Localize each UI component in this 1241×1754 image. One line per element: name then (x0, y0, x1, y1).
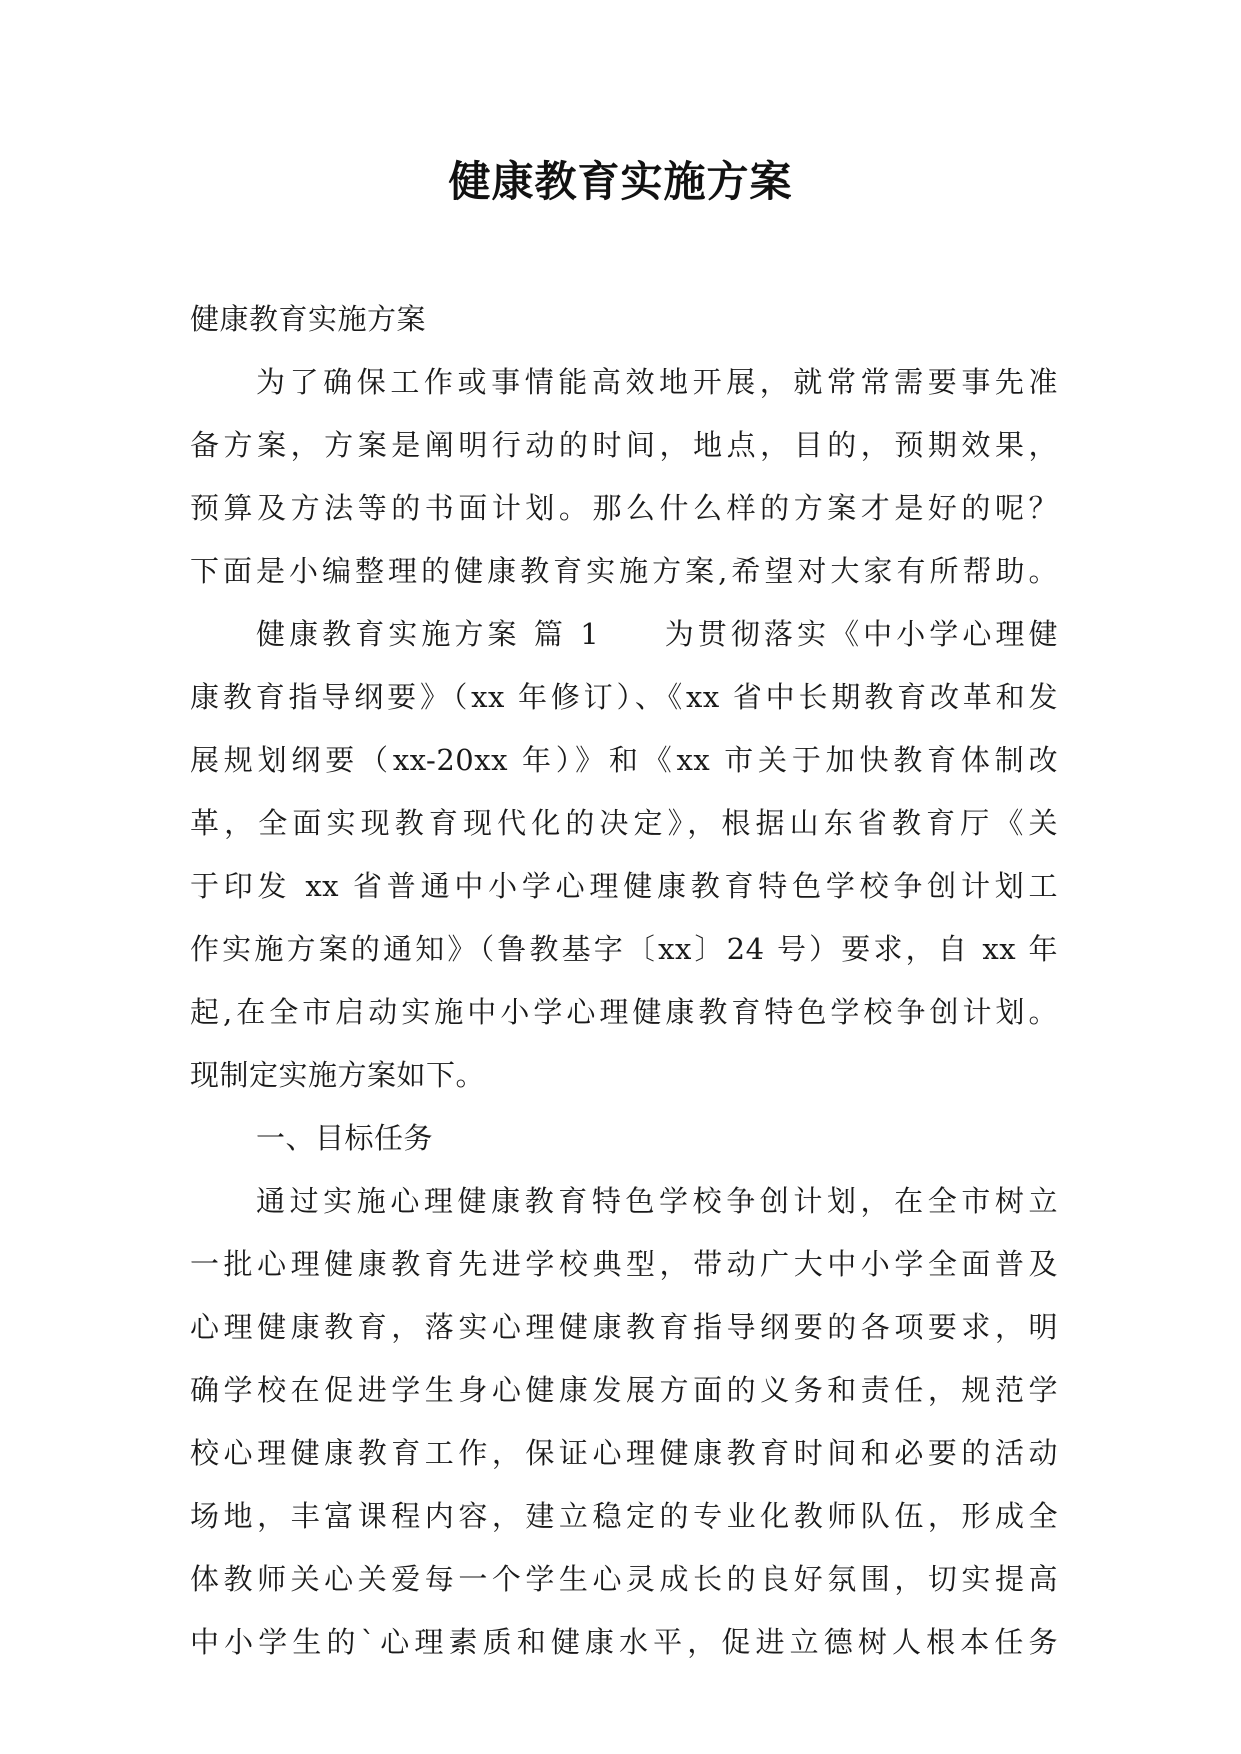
document-body (190, 288, 1058, 1674)
paragraph-line: 康教育指导纲要》（xx 年修订）、《xx 省中长期教育改革和发 (190, 680, 1058, 714)
paragraph-line: 一批心理健康教育先进学校典型，带动广大中小学全面普及 (190, 1247, 1058, 1281)
paragraph-line: 中小学生的`心理素质和健康水平，促进立德树人根本任务 (190, 1625, 1058, 1659)
document-title: 健康教育实施方案 (448, 157, 793, 206)
paragraph-line: 于印发 xx 省普通中小学心理健康教育特色学校争创计划工 (190, 869, 1058, 903)
subtitle-line: 健康教育实施方案 (190, 302, 427, 336)
paragraph-line: 下面是小编整理的健康教育实施方案,希望对大家有所帮助。 (190, 554, 1058, 588)
paragraph-line: 体教师关心关爱每一个学生心灵成长的良好氛围，切实提高 (190, 1562, 1058, 1596)
paragraph-start: 为贯彻落实《中小学心理健 (661, 617, 1058, 651)
paragraph-line: 革，全面实现教育现代化的决定》，根据山东省教育厅《关 (190, 806, 1058, 840)
paragraph-line: 校心理健康教育工作，保证心理健康教育时间和必要的活动 (190, 1436, 1058, 1470)
paragraph-line: 展规划纲要（xx-20xx 年）》和《xx 市关于加快教育体制改 (190, 743, 1058, 777)
paragraph-line: 确学校在促进学生身心健康发展方面的义务和责任，规范学 (190, 1373, 1058, 1407)
paragraph-line: 心理健康教育，落实心理健康教育指导纲要的各项要求，明 (190, 1310, 1058, 1344)
paragraph-line: 为了确保工作或事情能高效地开展，就常常需要事先准 (256, 365, 1058, 399)
paragraph-line: 预算及方法等的书面计划。那么什么样的方案才是好的呢？ (190, 491, 1058, 525)
paragraph-line: 通过实施心理健康教育特色学校争创计划，在全市树立 (256, 1184, 1058, 1218)
section-heading-line (190, 603, 1058, 666)
paragraph-line: 现制定实施方案如下。 (190, 1058, 486, 1092)
paragraph-line: 场地，丰富课程内容，建立稳定的专业化教师队伍，形成全 (190, 1499, 1058, 1533)
paragraph-line: 作实施方案的通知》（鲁教基字〔xx〕24 号）要求，自 xx 年 (190, 932, 1058, 966)
paragraph-line: 备方案，方案是阐明行动的时间，地点，目的，预期效果， (190, 428, 1058, 462)
section-heading: 一、目标任务 (256, 1121, 434, 1155)
section-heading: 健康教育实施方案 篇 1 (256, 617, 600, 651)
paragraph-line: 起,在全市启动实施中小学心理健康教育特色学校争创计划。 (190, 995, 1058, 1029)
